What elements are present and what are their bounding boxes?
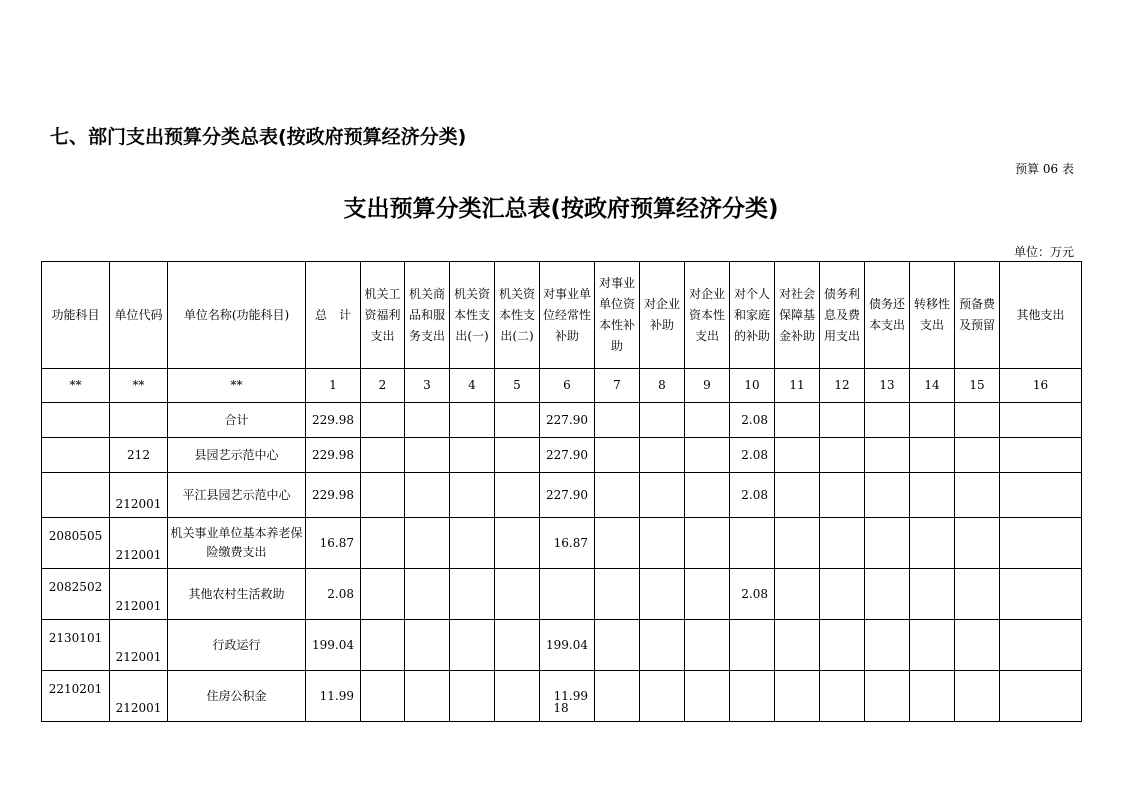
unit-name-cell: 其他农村生活救助 bbox=[168, 569, 306, 620]
institution-subsidy-cell: 227.90 bbox=[540, 438, 595, 473]
household-subsidy-cell: 2.08 bbox=[730, 569, 775, 620]
index-cell: ** bbox=[42, 369, 110, 403]
household-subsidy-cell: 2.08 bbox=[730, 473, 775, 518]
header-cell: 其他支出 bbox=[1000, 262, 1082, 369]
page-number: 18 bbox=[553, 701, 569, 715]
index-cell: 14 bbox=[910, 369, 955, 403]
header-cell: 机关资本性支出(二) bbox=[495, 262, 540, 369]
unit-name-cell: 住房公积金 bbox=[168, 671, 306, 722]
unit-code-cell: 212 bbox=[110, 438, 168, 473]
index-cell: 2 bbox=[361, 369, 405, 403]
total-cell: 2.08 bbox=[306, 569, 361, 620]
header-cell: 机关工资福利支出 bbox=[361, 262, 405, 369]
institution-subsidy-cell: 227.90 bbox=[540, 473, 595, 518]
header-cell: 单位代码 bbox=[110, 262, 168, 369]
index-row bbox=[42, 369, 1082, 403]
index-cell: 13 bbox=[865, 369, 910, 403]
household-subsidy-cell: 2.08 bbox=[730, 403, 775, 438]
unit-code-cell: 212001 bbox=[110, 671, 168, 722]
header-cell: 对事业单位经常性补助 bbox=[540, 262, 595, 369]
unit-name-cell: 行政运行 bbox=[168, 620, 306, 671]
func-code-cell: 2210201 bbox=[42, 671, 110, 722]
index-cell: 12 bbox=[820, 369, 865, 403]
budget-table bbox=[41, 261, 1082, 722]
total-cell: 11.99 bbox=[306, 671, 361, 722]
func-code-cell: 2082502 bbox=[42, 569, 110, 620]
header-cell: 债务还本支出 bbox=[865, 262, 910, 369]
func-code-cell: 2130101 bbox=[42, 620, 110, 671]
header-cell: 对社会保障基金补助 bbox=[775, 262, 820, 369]
total-cell: 16.87 bbox=[306, 518, 361, 569]
total-cell: 229.98 bbox=[306, 473, 361, 518]
section-title: 七、部门支出预算分类总表(按政府预算经济分类) bbox=[50, 126, 467, 148]
func-code-cell bbox=[42, 473, 110, 518]
header-cell: 总 计 bbox=[306, 262, 361, 369]
index-cell: 4 bbox=[450, 369, 495, 403]
header-cell: 债务利息及费用支出 bbox=[820, 262, 865, 369]
index-cell: 10 bbox=[730, 369, 775, 403]
unit-code-cell: 212001 bbox=[110, 518, 168, 569]
unit-label: 单位：万元 bbox=[1013, 245, 1074, 259]
index-cell: ** bbox=[168, 369, 306, 403]
institution-subsidy-cell: 16.87 bbox=[540, 518, 595, 569]
unit-name-cell: 平江县园艺示范中心 bbox=[168, 473, 306, 518]
institution-subsidy-cell: 11.99 bbox=[540, 671, 595, 722]
unit-code-cell: 212001 bbox=[110, 473, 168, 518]
index-cell: ** bbox=[110, 369, 168, 403]
header-cell: 功能科目 bbox=[42, 262, 110, 369]
household-subsidy-cell bbox=[730, 620, 775, 671]
index-cell: 15 bbox=[955, 369, 1000, 403]
func-code-cell bbox=[42, 438, 110, 473]
index-cell: 7 bbox=[595, 369, 640, 403]
unit-code-cell: 212001 bbox=[110, 620, 168, 671]
header-row bbox=[42, 262, 1082, 369]
table-code: 预算 06 表 bbox=[1015, 162, 1074, 176]
total-cell: 229.98 bbox=[306, 403, 361, 438]
header-cell: 对个人和家庭的补助 bbox=[730, 262, 775, 369]
institution-subsidy-cell: 227.90 bbox=[540, 403, 595, 438]
header-cell: 对企业补助 bbox=[640, 262, 685, 369]
unit-name-cell: 县园艺示范中心 bbox=[168, 438, 306, 473]
index-cell: 11 bbox=[775, 369, 820, 403]
total-cell: 229.98 bbox=[306, 438, 361, 473]
index-cell: 3 bbox=[405, 369, 450, 403]
func-code-cell bbox=[42, 403, 110, 438]
unit-name-cell: 合计 bbox=[168, 403, 306, 438]
table-row bbox=[42, 403, 1082, 438]
index-cell: 8 bbox=[640, 369, 685, 403]
index-cell: 16 bbox=[1000, 369, 1082, 403]
header-cell: 机关商品和服务支出 bbox=[405, 262, 450, 369]
header-cell: 对事业单位资本性补助 bbox=[595, 262, 640, 369]
header-cell: 预备费及预留 bbox=[955, 262, 1000, 369]
household-subsidy-cell bbox=[730, 518, 775, 569]
main-title: 支出预算分类汇总表(按政府预算经济分类) bbox=[343, 196, 779, 222]
header-cell: 机关资本性支出(一) bbox=[450, 262, 495, 369]
index-cell: 5 bbox=[495, 369, 540, 403]
table-row bbox=[42, 620, 1082, 671]
func-code-cell: 2080505 bbox=[42, 518, 110, 569]
unit-code-cell: 212001 bbox=[110, 569, 168, 620]
header-cell: 对企业资本性支出 bbox=[685, 262, 730, 369]
table-row bbox=[42, 569, 1082, 620]
index-cell: 1 bbox=[306, 369, 361, 403]
unit-code-cell bbox=[110, 403, 168, 438]
table-row bbox=[42, 438, 1082, 473]
total-cell: 199.04 bbox=[306, 620, 361, 671]
header-cell: 单位名称(功能科目) bbox=[168, 262, 306, 369]
header-cell: 转移性支出 bbox=[910, 262, 955, 369]
table-row bbox=[42, 473, 1082, 518]
household-subsidy-cell: 2.08 bbox=[730, 438, 775, 473]
index-cell: 9 bbox=[685, 369, 730, 403]
index-cell: 6 bbox=[540, 369, 595, 403]
table-row bbox=[42, 518, 1082, 569]
unit-name-cell: 机关事业单位基本养老保险缴费支出 bbox=[168, 518, 306, 569]
institution-subsidy-cell: 199.04 bbox=[540, 620, 595, 671]
institution-subsidy-cell bbox=[540, 569, 595, 620]
